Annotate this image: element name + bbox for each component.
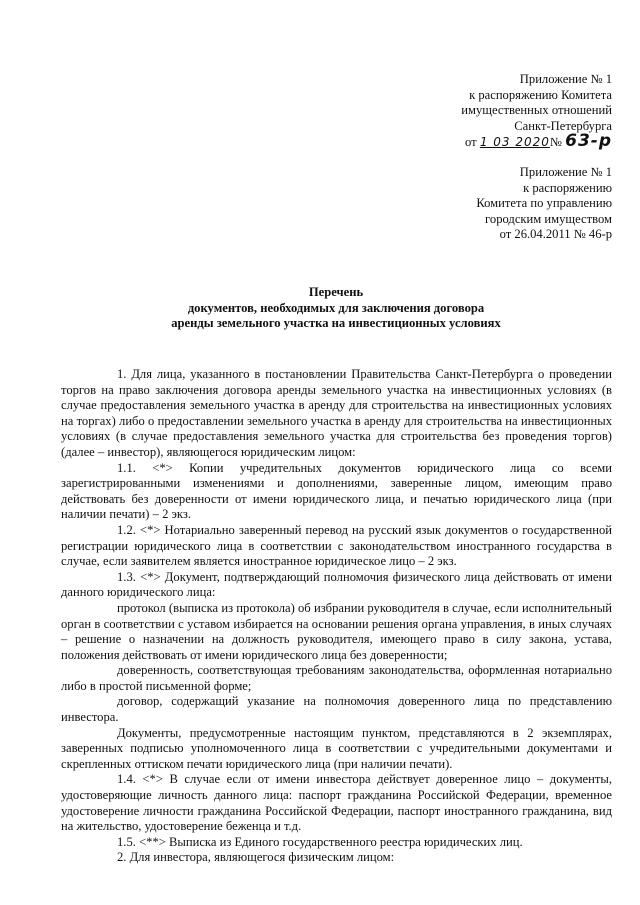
title-line: документов, необходимых для заключения договора bbox=[187, 300, 485, 315]
document-title bbox=[60, 285, 612, 332]
paragraph: 1.1. <*> Копии учредительных документов юридического лица со всеми зарегистрированными изменениями и дополнениями, заверенные лицом, имеющим право действовать без доверенности от имени юридического лица, и печатью юридического лица (при наличии печати) – 2 экз. bbox=[61, 460, 612, 522]
paragraph: 2. Для инвестора, являющегося физическим лицом: bbox=[117, 850, 395, 865]
appendix-line: к распоряжению Комитета bbox=[469, 87, 612, 102]
paragraph: 1.3. <*> Документ, подтверждающий полномочия физического лица действовать от имени данного юридического лица: bbox=[61, 569, 612, 600]
paragraph: Документы, предусмотренные настоящим пунктом, представляются в 2 экземплярах, заверенных подписью уполномоченного лица в соответствии с учредительными документами и скрепленных оттиском печати юридического лица (при наличии печати). bbox=[61, 725, 612, 771]
appendix-line: Приложение № 1 bbox=[519, 165, 612, 179]
order-prefix: от bbox=[465, 135, 477, 150]
paragraph: 1. Для лица, указанного в постановлении Правительства Санкт-Петербурга о проведении торгов на право заключения договора аренды земельного участка на инвестиционных условиях (в случае предоставления земельного участка в аренду для строительства на инвестиционных условиях на торгах) либо о предоставлении земельного участка в аренду для строительства на инвестиционных условиях (в случае предоставления земельного участка для строительства без проведения торгов) (далее – инвестор), являющегося юридическим лицом: bbox=[61, 367, 612, 459]
appendix-header-original bbox=[476, 165, 612, 243]
order-number-label: № bbox=[549, 135, 562, 150]
order-date-handwritten: 1 03 2020 bbox=[479, 135, 550, 150]
paragraph: 1.2. <*> Нотариально заверенный перевод на русский язык документов о государственной регистрации юридического лица в соответствии с законодательством иностранного государства в случае, если заявителем является иностранное юридическое лицо – 2 экз. bbox=[61, 522, 612, 569]
appendix-line: имущественных отношений bbox=[461, 103, 612, 118]
appendix-line: городским имуществом bbox=[485, 211, 612, 226]
title-line: аренды земельного участка на инвестиционных условиях bbox=[171, 316, 501, 331]
paragraph: 1.4. <*> В случае если от имени инвестора действует доверенное лицо – документы, удостоверяющие личность данного лица: паспорт гражданина Российской Федерации, временное удостоверение личности гражданина Российской Федерации, паспорт иностранного гражданина, вид на жительство, удостоверение беженца и т.д. bbox=[61, 772, 612, 834]
appendix-line: Приложение № 1 bbox=[519, 72, 612, 86]
paragraph: протокол (выписка из протокола) об избрании руководителя в случае, если исполнительный орган в соответствии с уставом избирается на основании решения органа управления, в иных случаях – решение о назначении на должность руководителя, имеющего право в силу закона, устава, положения действовать от имени юридического лица без доверенности; bbox=[61, 600, 612, 662]
appendix-line: к распоряжению bbox=[523, 180, 612, 195]
appendix-line: Санкт-Петербурга bbox=[514, 118, 612, 133]
order-number-handwritten: 63-р bbox=[565, 131, 612, 152]
appendix-header-current bbox=[461, 72, 612, 151]
title-line: Перечень bbox=[308, 285, 364, 299]
appendix-line: от 26.04.2011 № 46-р bbox=[499, 227, 612, 242]
paragraph: доверенность, соответствующая требованиям законодательства, оформленная нотариально либо в простой письменной форме; bbox=[61, 663, 612, 693]
order-reference bbox=[461, 131, 612, 152]
document-body bbox=[61, 367, 612, 866]
paragraph: 1.5. <**> Выписка из Единого государственного реестра юридических лиц. bbox=[117, 834, 523, 849]
paragraph: договор, содержащий указание на полномочия доверенного лица по представлению инвестора. bbox=[61, 694, 612, 725]
appendix-line: Комитета по управлению bbox=[476, 196, 612, 211]
